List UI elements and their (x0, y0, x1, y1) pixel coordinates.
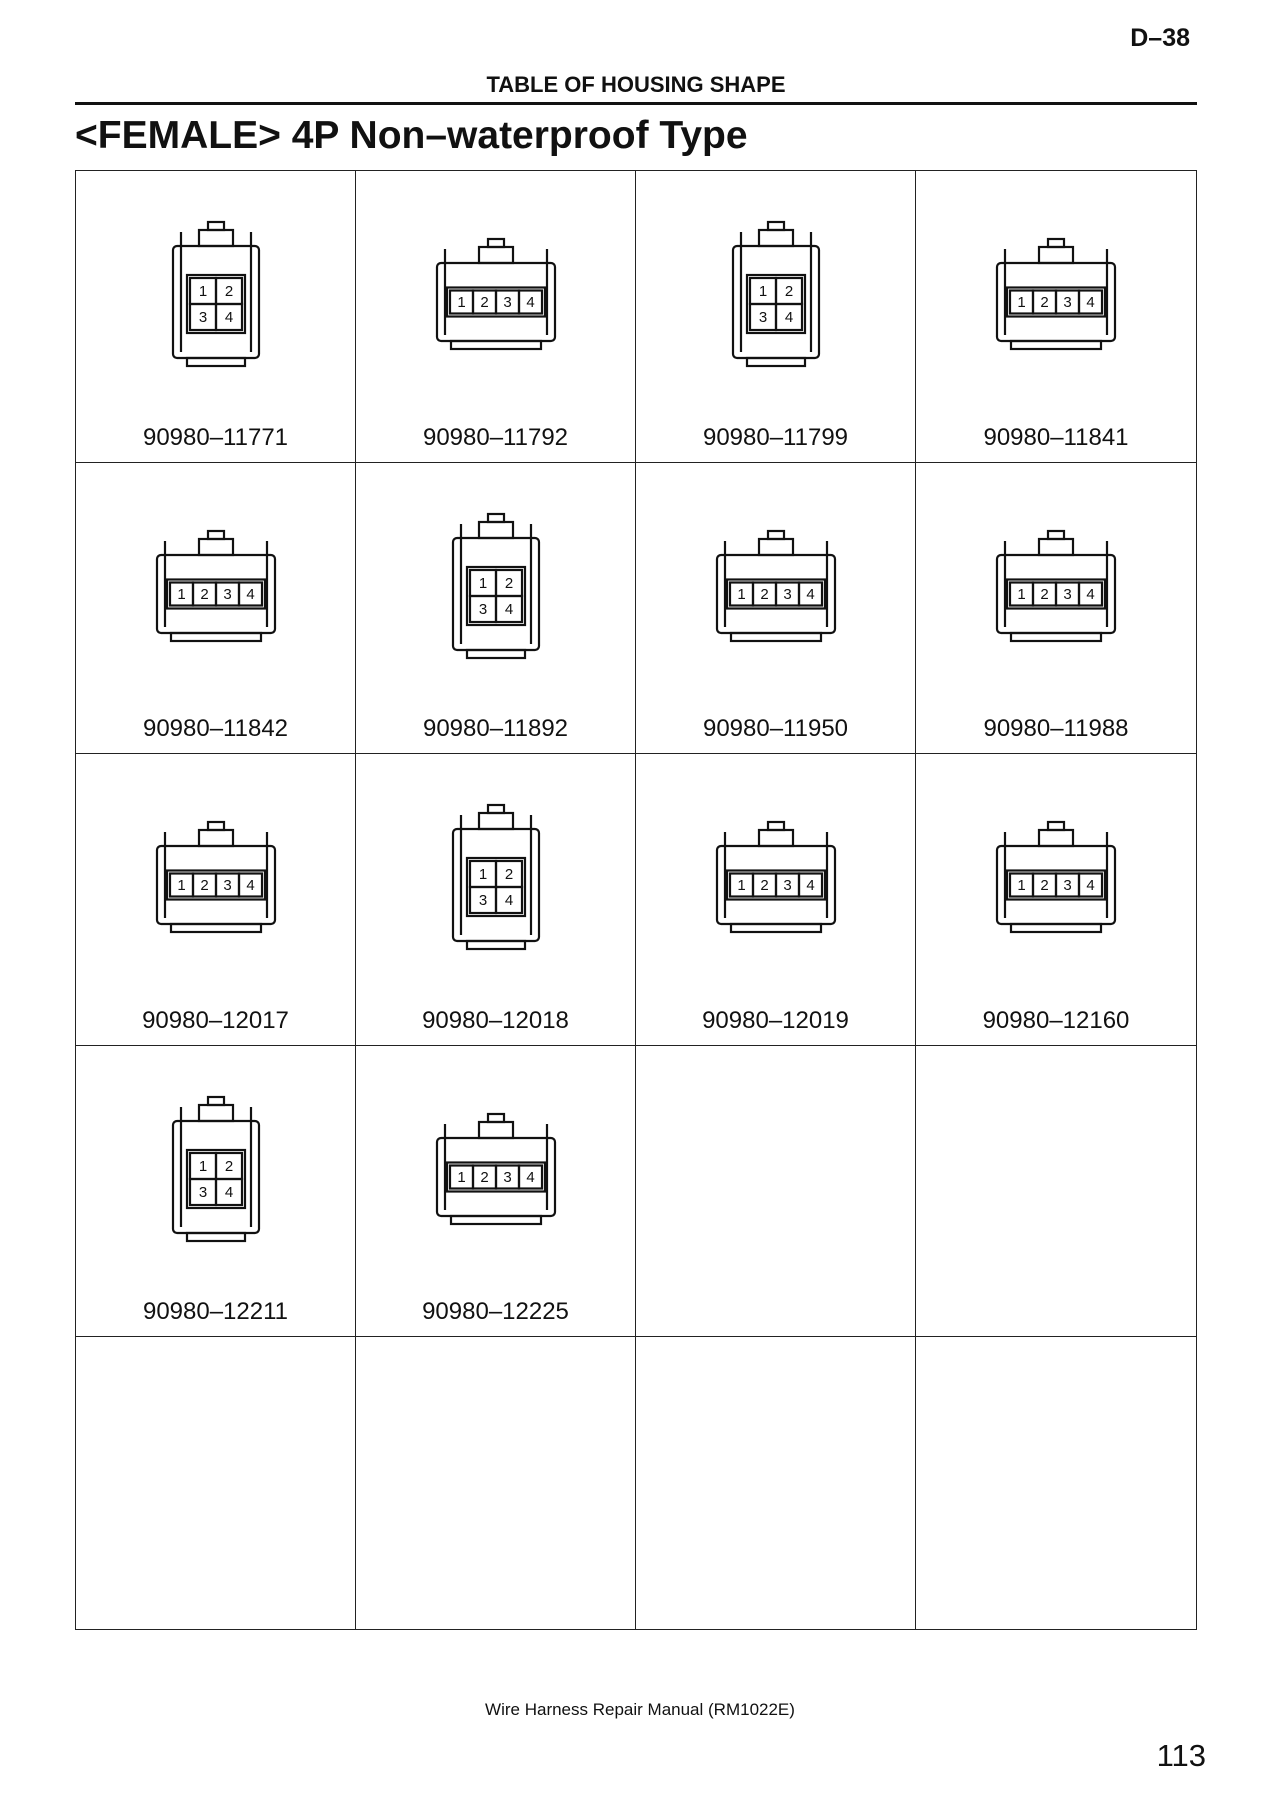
connector-drawing (131, 794, 301, 964)
latch (199, 1105, 233, 1121)
housing-foot (171, 924, 261, 932)
pin-number: 2 (1040, 294, 1049, 311)
pin-number: 1 (1017, 877, 1026, 895)
housing-foot (747, 358, 805, 366)
pin-number: 4 (224, 1183, 233, 1201)
pin-number: 4 (784, 309, 793, 326)
connector-drawing (411, 1086, 581, 1256)
housing-cell (76, 754, 356, 1046)
connector-drawing (131, 211, 301, 381)
latch (759, 539, 793, 555)
pin-number: 3 (1063, 877, 1072, 895)
latch-tab (208, 822, 224, 830)
latch (199, 830, 233, 846)
latch-tab (488, 239, 504, 247)
pin-number: 3 (222, 585, 232, 603)
part-number: 90980–12017 (142, 1006, 289, 1034)
pin-number: 1 (456, 1168, 466, 1186)
pin-number: 1 (176, 877, 186, 895)
pin-number: 4 (224, 309, 233, 326)
housing-foot (187, 1233, 245, 1241)
pin-number: 2 (224, 1157, 233, 1175)
pin-number: 3 (198, 1183, 207, 1201)
latch (479, 813, 513, 829)
pin-number: 2 (504, 866, 513, 884)
part-number: 90980–11841 (983, 423, 1129, 451)
part-number: 90980–12225 (422, 1298, 569, 1326)
pin-number: 1 (478, 574, 487, 592)
pin-number: 1 (736, 877, 746, 895)
pin-number: 2 (504, 574, 513, 592)
empty-cell (76, 1337, 356, 1629)
pin-number: 2 (1040, 877, 1049, 895)
part-number: 90980–11771 (142, 423, 289, 451)
part-number: 90980–12160 (982, 1006, 1130, 1034)
pin-number: 2 (199, 585, 209, 603)
latch (1039, 830, 1073, 846)
latch-tab (488, 805, 504, 813)
pin-number: 3 (1063, 585, 1072, 603)
housing-foot (467, 941, 525, 949)
housing-foot (1011, 924, 1101, 932)
housing-cell (636, 171, 916, 463)
latch-tab (768, 222, 784, 230)
latch (479, 247, 513, 263)
housing-foot (451, 1216, 541, 1224)
section-header: TABLE OF HOUSING SHAPE (486, 72, 786, 97)
latch-tab (1048, 822, 1064, 830)
latch-tab (1048, 531, 1064, 539)
pin-number: 3 (782, 585, 792, 603)
latch-tab (208, 222, 224, 230)
pin-number: 3 (1063, 294, 1072, 311)
footer-manual-title: Wire Harness Repair Manual (RM1022E) (485, 1700, 795, 1719)
part-number: 90980–11842 (142, 715, 289, 743)
latch (479, 1122, 513, 1138)
latch (479, 522, 513, 538)
connector-drawing (691, 211, 861, 381)
pin-number: 2 (224, 283, 233, 300)
pin-number: 3 (782, 877, 792, 895)
pin-number: 2 (479, 294, 489, 311)
latch-tab (768, 531, 784, 539)
pin-number: 4 (805, 585, 815, 603)
housing-cell (356, 1046, 636, 1338)
housing-cell (356, 754, 636, 1046)
empty-cell (636, 1046, 916, 1338)
latch-tab (768, 822, 784, 830)
page-title: <FEMALE> 4P Non–waterproof Type (75, 114, 748, 157)
part-number: 90980–11950 (702, 715, 849, 743)
empty-cell (356, 1337, 636, 1629)
pin-number: 1 (176, 585, 186, 603)
pin-number: 4 (805, 877, 815, 895)
latch (199, 230, 233, 246)
page-id: D–38 (1130, 24, 1190, 52)
part-number: 90980–12211 (142, 1298, 289, 1326)
housing-foot (731, 924, 821, 932)
pin-number: 3 (502, 1168, 512, 1186)
housing-cell (916, 171, 1196, 463)
housing-cell (76, 463, 356, 755)
pin-number: 4 (245, 877, 255, 895)
connector-drawing (971, 211, 1141, 381)
pin-number: 2 (759, 585, 769, 603)
pin-number: 3 (478, 892, 487, 910)
latch (759, 830, 793, 846)
empty-cell (916, 1337, 1196, 1629)
pin-number: 2 (759, 877, 769, 895)
connector-drawing (411, 211, 581, 381)
housing-foot (187, 358, 245, 366)
housing-foot (171, 633, 261, 641)
pin-number: 4 (245, 585, 255, 603)
housing-foot (1011, 341, 1101, 349)
pin-number: 4 (504, 892, 513, 910)
pin-number: 4 (525, 1168, 535, 1186)
housing-cell (636, 463, 916, 755)
latch (199, 539, 233, 555)
latch (1039, 247, 1073, 263)
header-rule (75, 102, 1197, 105)
page-number: 113 (1156, 1738, 1206, 1773)
part-number: 90980–11892 (422, 715, 569, 743)
pin-number: 1 (1017, 585, 1026, 603)
pin-number: 3 (222, 877, 232, 895)
connector-drawing (411, 503, 581, 673)
latch-tab (1048, 239, 1064, 247)
pin-number: 3 (198, 309, 207, 326)
connector-drawing (131, 503, 301, 673)
pin-number: 1 (198, 283, 207, 300)
housing-cell (356, 171, 636, 463)
pin-number: 1 (736, 585, 746, 603)
part-number: 90980–11792 (422, 423, 569, 451)
pin-number: 3 (758, 309, 767, 326)
connector-drawing (131, 1086, 301, 1256)
pin-number: 4 (1086, 585, 1095, 603)
pin-number: 1 (478, 866, 487, 884)
part-number: 90980–11799 (702, 423, 849, 451)
pin-number: 4 (525, 294, 535, 311)
latch (759, 230, 793, 246)
pin-number: 1 (456, 294, 466, 311)
housing-table (75, 170, 1197, 1630)
pin-number: 1 (758, 283, 767, 300)
housing-cell (636, 754, 916, 1046)
empty-cell (916, 1046, 1196, 1338)
connector-drawing (971, 503, 1141, 673)
housing-cell (916, 754, 1196, 1046)
housing-foot (451, 341, 541, 349)
connector-drawing (691, 503, 861, 673)
latch-tab (488, 514, 504, 522)
housing-cell (356, 463, 636, 755)
connector-drawing (691, 794, 861, 964)
housing-cell (76, 171, 356, 463)
latch-tab (488, 1114, 504, 1122)
pin-number: 2 (479, 1168, 489, 1186)
housing-foot (1011, 633, 1101, 641)
part-number: 90980–12019 (702, 1006, 849, 1034)
housing-foot (731, 633, 821, 641)
housing-foot (467, 650, 525, 658)
pin-number: 2 (784, 283, 793, 300)
pin-number: 2 (199, 877, 209, 895)
latch-tab (208, 1097, 224, 1105)
latch (1039, 539, 1073, 555)
part-number: 90980–11988 (983, 715, 1129, 743)
pin-number: 1 (1017, 294, 1026, 311)
part-number: 90980–12018 (422, 1006, 569, 1034)
housing-cell (916, 463, 1196, 755)
connector-drawing (971, 794, 1141, 964)
empty-cell (636, 1337, 916, 1629)
pin-number: 1 (198, 1157, 207, 1175)
pin-number: 4 (504, 600, 513, 618)
housing-cell (76, 1046, 356, 1338)
pin-number: 4 (1086, 294, 1095, 311)
connector-drawing (411, 794, 581, 964)
pin-number: 2 (1040, 585, 1049, 603)
pin-number: 3 (478, 600, 487, 618)
pin-number: 3 (502, 294, 512, 311)
latch-tab (208, 531, 224, 539)
pin-number: 4 (1086, 877, 1095, 895)
